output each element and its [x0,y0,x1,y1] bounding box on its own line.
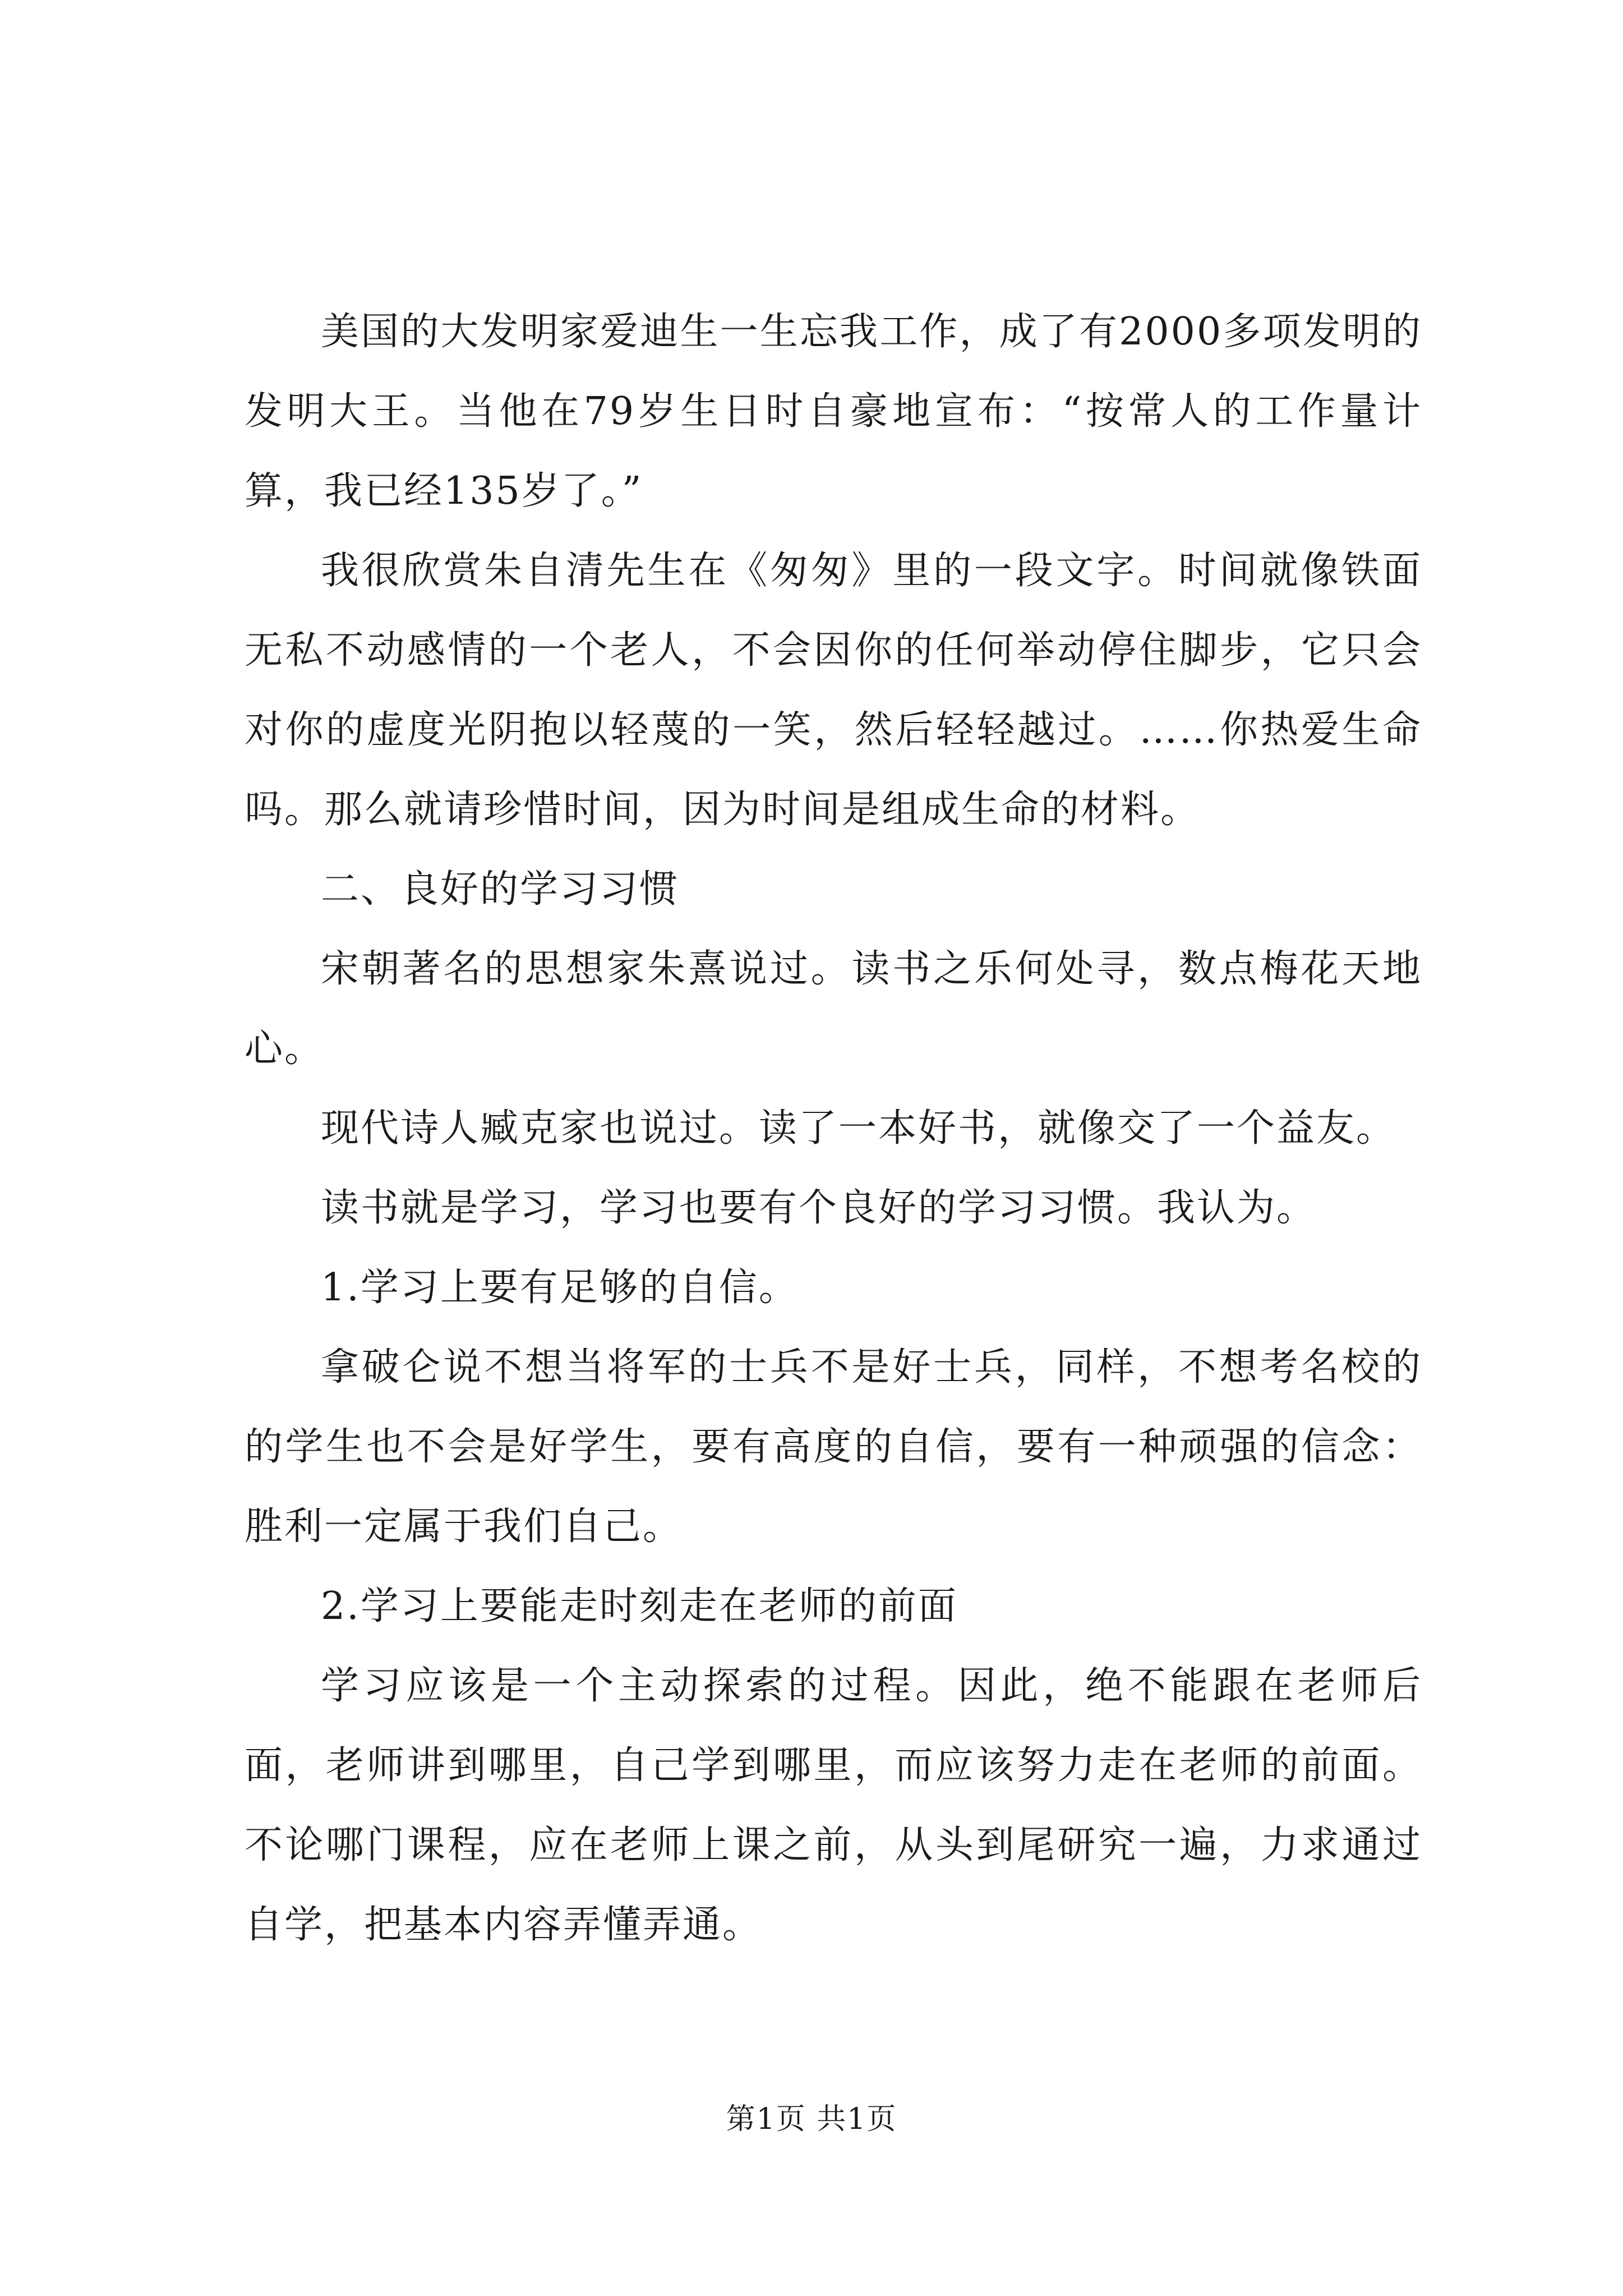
paragraph-zang-kejia: 现代诗人臧克家也说过。读了一本好书，就像交了一个益友。 [321,1106,1396,1151]
paragraph-active-learning: 学习应该是一个主动探索的过程。因此，绝不能跟在老师后面，老师讲到哪里，自己学到哪里，而应该努力走在老师的前面。不论哪门课程，应在老师上课之前，从头到尾研究一遍，力求通过自学，把基本内容弄懂弄通。 [245,1664,1422,1947]
page-number-footer: 第1页 共1页 [726,2102,897,2136]
paragraph-reading-is-learning: 读书就是学习，学习也要有个良好的学习习惯。我认为。 [321,1186,1317,1230]
paragraph-edison: 美国的大发明家爱迪生一生忘我工作，成了有2000多项发明的发明大王。当他在79岁生日时自豪地宣布：“按常人的工作量计算，我已经135岁了。” [245,310,1422,513]
list-item-ahead-of-teacher: 2.学习上要能走时刻走在老师的前面 [321,1584,958,1628]
list-item-confidence: 1.学习上要有足够的自信。 [321,1266,799,1310]
document-body [245,292,1422,1965]
section-heading-study-habits: 二、良好的学习习惯 [321,867,680,912]
paragraph-zhu-xi: 宋朝著名的思想家朱熹说过。读书之乐何处寻，数点梅花天地心。 [245,947,1422,1071]
paragraph-napoleon: 拿破仑说不想当将军的士兵不是好士兵，同样，不想考名校的的学生也不会是好学生，要有高度的自信，要有一种顽强的信念：胜利一定属于我们自己。 [245,1345,1422,1549]
paragraph-zhu-ziqing: 我很欣赏朱自清先生在《匆匆》里的一段文字。时间就像铁面无私不动感情的一个老人，不会因你的任何举动停住脚步，它只会对你的虚度光阴抱以轻蔑的一笑，然后轻轻越过。……你热爱生命吗。那么就请珍惜时间，因为时间是组成生命的材料。 [245,549,1422,832]
